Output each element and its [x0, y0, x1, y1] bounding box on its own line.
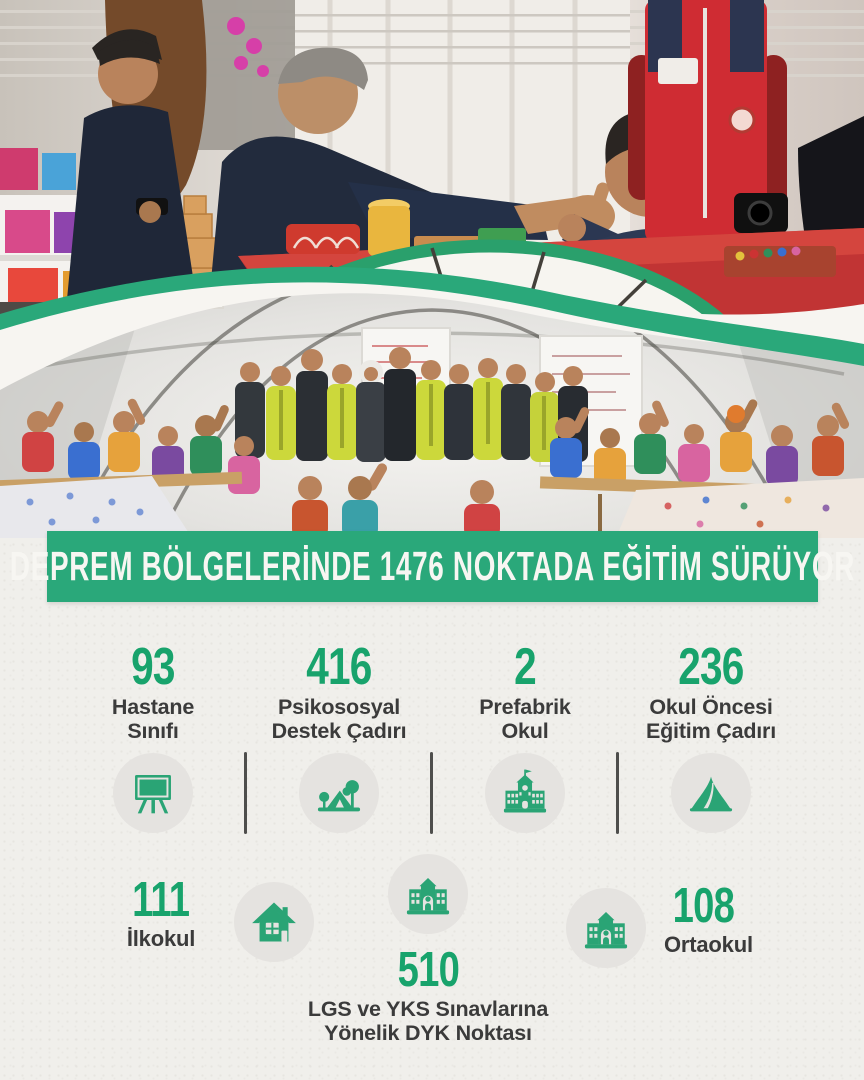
- camp-trees-tent-icon: [314, 768, 364, 818]
- ribbon-swoosh: [0, 248, 864, 418]
- school-building-icon: [500, 768, 550, 818]
- stat-value: 111: [132, 873, 190, 927]
- headline-text: DEPREM BÖLGELERİNDE 1476 NOKTADA EĞİTİM SÜRÜYOR: [9, 543, 856, 589]
- stat-value: 416: [306, 638, 372, 696]
- stat-label: Prefabrik Okul: [479, 695, 571, 743]
- institution-icon: [581, 903, 631, 953]
- divider: [616, 752, 619, 834]
- stat-icon-circle: [566, 888, 646, 968]
- stat-hastane-sinifi: [60, 638, 246, 842]
- stat-value: 236: [678, 638, 744, 696]
- stat-label: Psikososyal Destek Çadırı: [271, 695, 407, 743]
- blackboard-icon: [128, 768, 178, 818]
- stat-icon-circle: [299, 753, 379, 833]
- stat-icon-circle: [485, 753, 565, 833]
- stat-psikososyal-cadiri: [246, 638, 432, 842]
- stat-okul-oncesi-cadiri: [618, 638, 804, 842]
- stat-icon-circle: [113, 753, 193, 833]
- stat-value: 2: [514, 638, 536, 696]
- stat-value: 108: [672, 879, 735, 933]
- stat-prefabrik-okul: [432, 638, 618, 842]
- tent-icon: [686, 768, 736, 818]
- stat-ortaokul: [566, 879, 753, 968]
- stat-label: Okul Öncesi Eğitim Çadırı: [645, 695, 776, 743]
- divider: [430, 752, 433, 834]
- stats-row-primary: [60, 638, 804, 842]
- headline-banner: [9, 531, 856, 602]
- stat-dyk-noktasi: [282, 844, 574, 1045]
- stat-label: Ortaokul: [664, 932, 753, 957]
- stat-value: 93: [131, 638, 175, 696]
- stat-icon-circle: [671, 753, 751, 833]
- divider: [244, 752, 247, 834]
- stat-label: İlkokul: [126, 926, 196, 951]
- stat-value: 510: [397, 943, 459, 997]
- stat-label: Hastane Sınıfı: [111, 695, 195, 743]
- stat-label: LGS ve YKS Sınavlarına Yönelik DYK Noktası: [307, 997, 549, 1045]
- institution-icon: [403, 869, 453, 919]
- stat-icon-circle: [388, 854, 468, 934]
